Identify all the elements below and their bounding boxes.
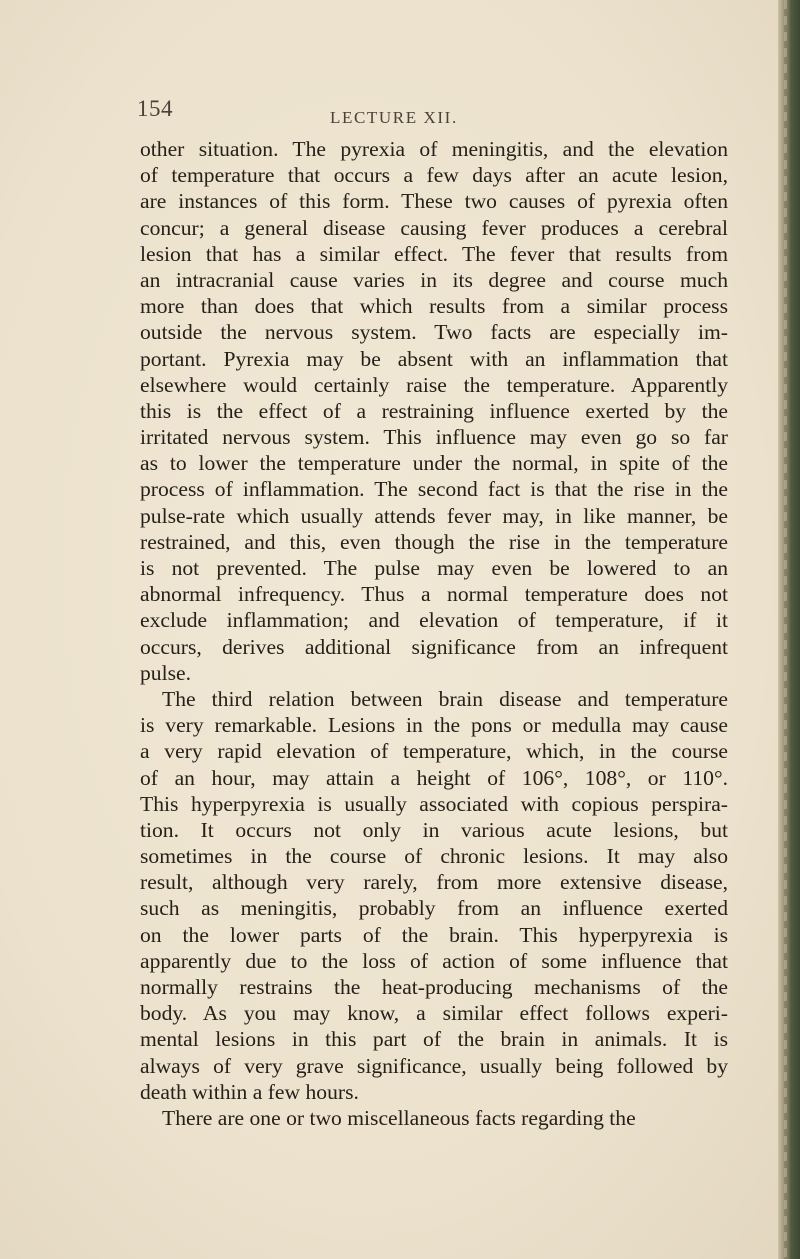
text-line: exclude inflammation; and elevation of temperature, if it <box>140 608 728 633</box>
text-line: pulse-rate which usually attends fever may, in like manner, be <box>140 503 728 528</box>
text-line: pulse. <box>140 660 191 685</box>
text-line: lesion that has a similar effect. The fever that results from <box>140 241 728 266</box>
text-line: occurs, derives additional significance from an infrequent <box>140 634 728 659</box>
page-number: 154 <box>137 96 173 121</box>
text-line: apparently due to the loss of action of some influence that <box>140 948 728 973</box>
running-head: LECTURE XII. <box>330 108 458 127</box>
text-line: normally restrains the heat-producing mechanisms of the <box>140 975 728 999</box>
text-line: elsewhere would certainly raise the temperature. Apparently <box>140 372 728 397</box>
text-line: abnormal infrequency. Thus a normal temperature does not <box>140 582 728 607</box>
text-line: of temperature that occurs a few days after an acute lesion, <box>140 163 728 188</box>
text-line: body. As you may know, a similar effect follows experi- <box>140 1001 728 1026</box>
text-line: concur; a general disease causing fever produces a cerebral <box>140 215 728 240</box>
text-line: mental lesions in this part of the brain in animals. It is <box>140 1027 728 1052</box>
page-edge-binding <box>778 0 800 1259</box>
text-line: The third relation between brain disease and temperature <box>162 686 728 711</box>
text-line: result, although very rarely, from more extensive disease, <box>140 870 728 895</box>
text-line: is very remarkable. Lesions in the pons or medulla may cause <box>140 713 728 738</box>
text-line: are instances of this form. These two causes of pyrexia often <box>140 189 728 214</box>
text-line: sometimes in the course of chronic lesions. It may also <box>140 844 728 869</box>
text-line: death within a few hours. <box>140 1079 359 1104</box>
text-line: on the lower parts of the brain. This hyperpyrexia is <box>140 922 728 947</box>
text-line: There are one or two miscellaneous facts regarding the <box>162 1105 636 1130</box>
text-line: irritated nervous system. This influence may even go so far <box>140 425 728 450</box>
text-line: of an hour, may attain a height of 106°, 108°, or 110°. <box>140 765 728 790</box>
text-line: tion. It occurs not only in various acute lesions, but <box>140 817 728 842</box>
text-line: this is the effect of a restraining influence exerted by the <box>140 398 728 423</box>
text-line: is not prevented. The pulse may even be lowered to an <box>140 556 728 580</box>
text-line: outside the nervous system. Two facts are especially im- <box>140 320 728 345</box>
text-line: as to lower the temperature under the normal, in spite of the <box>140 451 728 476</box>
text-line: such as meningitis, probably from an influence exerted <box>140 896 728 921</box>
text-line: other situation. The pyrexia of meningitis, and the elevation <box>140 137 728 161</box>
text-line: portant. Pyrexia may be absent with an inflammation that <box>140 346 728 371</box>
text-line: restrained, and this, even though the rise in the temperature <box>140 529 728 554</box>
body-text <box>140 136 728 1131</box>
text-line: a very rapid elevation of temperature, which, in the course <box>140 739 728 764</box>
text-line: process of inflammation. The second fact is that the rise in the <box>140 477 728 502</box>
text-line: This hyperpyrexia is usually associated with copious perspira- <box>140 791 728 816</box>
text-line: an intracranial cause varies in its degree and course much <box>140 267 728 292</box>
text-line: more than does that which results from a similar process <box>140 294 728 319</box>
text-line: always of very grave significance, usually being followed by <box>140 1053 728 1078</box>
